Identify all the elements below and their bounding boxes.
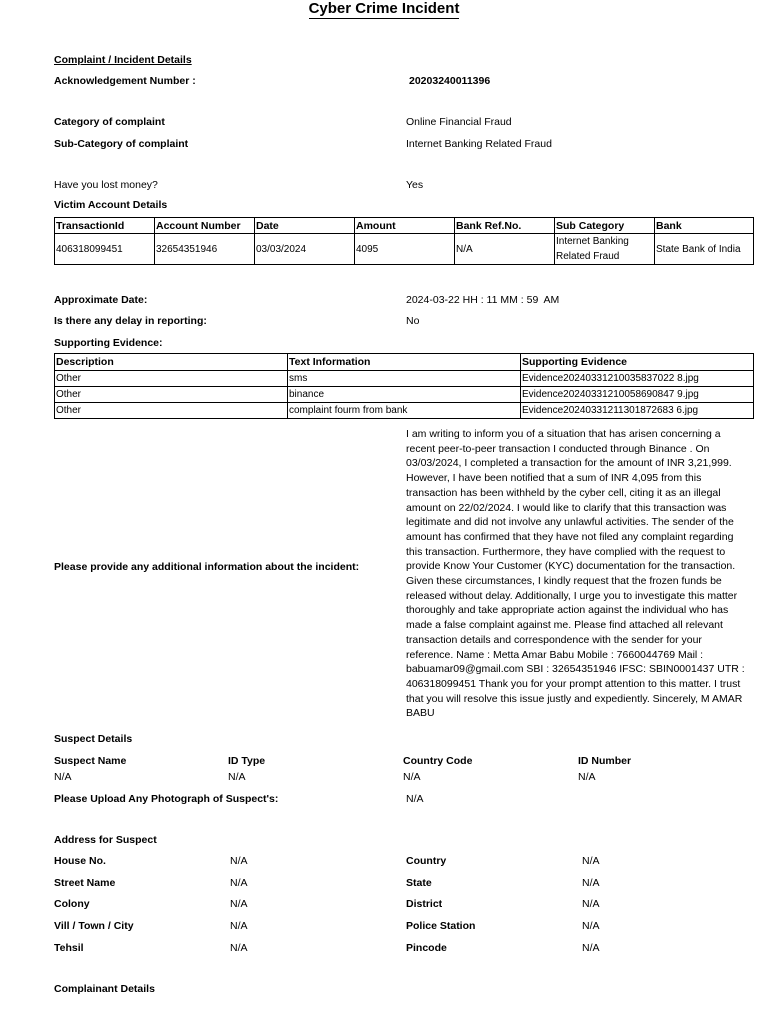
table-cell: 406318099451 — [55, 234, 155, 265]
id-number-label: ID Number — [578, 755, 632, 767]
table-row — [55, 403, 754, 419]
tehsil-label: Tehsil — [54, 942, 84, 954]
column-header: Bank Ref.No. — [455, 218, 555, 234]
subcategory-value: Internet Banking Related Fraud — [406, 138, 552, 150]
approx-date-label: Approximate Date: — [54, 294, 148, 306]
table-cell: Other — [55, 371, 288, 387]
table-cell: Other — [55, 387, 288, 403]
table-row — [55, 387, 754, 403]
table-row — [55, 371, 754, 387]
lost-money-value: Yes — [406, 179, 424, 191]
table-cell: sms — [288, 371, 521, 387]
supporting-evidence-heading: Supporting Evidence: — [54, 337, 163, 349]
table-cell: N/A — [455, 234, 555, 265]
street-name-label: Street Name — [54, 877, 116, 889]
country-code-value: N/A — [403, 771, 421, 783]
state-label: State — [406, 877, 432, 889]
suspect-details-heading: Suspect Details — [54, 733, 133, 745]
suspect-photo-label: Please Upload Any Photograph of Suspect's: — [54, 793, 279, 805]
pincode-value: N/A — [582, 942, 600, 954]
street-name-value: N/A — [230, 877, 248, 889]
tehsil-value: N/A — [230, 942, 248, 954]
country-value: N/A — [582, 855, 600, 867]
suspect-address-heading: Address for Suspect — [54, 834, 157, 846]
page-title: Cyber Crime Incident — [308, 0, 460, 17]
house-no-label: House No. — [54, 855, 106, 867]
table-cell: 4095 — [355, 234, 455, 265]
delay-value: No — [406, 315, 420, 327]
column-header: Amount — [355, 218, 455, 234]
evidence-file-link[interactable]: Evidence20240331211301872683 6.jpg — [521, 403, 754, 419]
district-label: District — [406, 898, 443, 910]
column-header: Text Information — [288, 354, 521, 371]
table-cell: Other — [55, 403, 288, 419]
victim-account-heading: Victim Account Details — [54, 199, 168, 211]
suspect-name-label: Suspect Name — [54, 755, 127, 767]
column-header: Description — [55, 354, 288, 371]
pincode-label: Pincode — [406, 942, 447, 954]
table-cell: 03/03/2024 — [255, 234, 355, 265]
city-label: Vill / Town / City — [54, 920, 134, 932]
house-no-value: N/A — [230, 855, 248, 867]
state-value: N/A — [582, 877, 600, 889]
police-station-label: Police Station — [406, 920, 476, 932]
ack-number-value: 20203240011396 — [409, 75, 491, 87]
table-row — [55, 234, 754, 265]
column-header: Sub Category — [555, 218, 655, 234]
table-header-row — [55, 354, 754, 371]
victim-account-table — [54, 217, 754, 265]
colony-value: N/A — [230, 898, 248, 910]
additional-info-text: I am writing to inform you of a situation that has arisen concerning a recent peer-to-peer transaction I conducted through Binance . On 03/03/2024, I completed a transaction for the amount of INR 3,21,999. However, I have been notified that a sum of INR 4,095 from this transaction has been withheld by the cyber cell, citing it as an illegal amount on 22/02/2024. I would like to clarify that this transaction was legitimate and did not involve any unlawful activities. The sender of the amount has confirmed that they have not filed any complaint regarding this transaction. Furthermore, they have complied with the request to provide Know Your Customer (KYC) documentation for the transaction. Given these circumstances, I kindly request that the frozen funds be released without delay. Additionally, I urge you to investigate this matter thoroughly and take appropriate action against the individual who has made a false complaint against me. Please find attached all relevant transaction details and correspondence with the sender for your reference. Name : Metta Amar Babu Mobile : 7660044769 Mail : babuamar09@gmail.com SBI : 32654351946 IFSC: SBIN0001437 UTR : 406318099451 Thank you for your prompt attention to this matter. I trust that you will resolve this issue justly and expediently. Sincerely, M AMAR BABU — [406, 428, 745, 720]
column-header: Bank — [655, 218, 754, 234]
table-cell: Internet Banking Related Fraud — [555, 234, 655, 265]
category-value: Online Financial Fraud — [406, 116, 512, 128]
column-header: Supporting Evidence — [521, 354, 754, 371]
ack-number-label: Acknowledgement Number : — [54, 75, 196, 87]
country-label: Country — [406, 855, 447, 867]
id-type-value: N/A — [228, 771, 246, 783]
lost-money-label: Have you lost money? — [54, 179, 158, 191]
table-cell: binance — [288, 387, 521, 403]
column-header: TransactionId — [55, 218, 155, 234]
police-station-value: N/A — [582, 920, 600, 932]
suspect-name-value: N/A — [54, 771, 72, 783]
table-header-row — [55, 218, 754, 234]
evidence-file-link[interactable]: Evidence20240331210035837022 8.jpg — [521, 371, 754, 387]
suspect-photo-value: N/A — [406, 793, 424, 805]
complainant-details-heading: Complainant Details — [54, 983, 155, 995]
evidence-file-link[interactable]: Evidence20240331210058690847 9.jpg — [521, 387, 754, 403]
district-value: N/A — [582, 898, 600, 910]
city-value: N/A — [230, 920, 248, 932]
country-code-label: Country Code — [403, 755, 473, 767]
id-number-value: N/A — [578, 771, 596, 783]
colony-label: Colony — [54, 898, 90, 910]
complaint-section-heading: Complaint / Incident Details — [54, 54, 192, 66]
subcategory-label: Sub-Category of complaint — [54, 138, 189, 150]
column-header: Account Number — [155, 218, 255, 234]
table-cell: complaint fourm from bank — [288, 403, 521, 419]
table-cell: State Bank of India — [655, 234, 754, 265]
evidence-table — [54, 353, 754, 419]
category-label: Category of complaint — [54, 116, 165, 128]
table-cell: 32654351946 — [155, 234, 255, 265]
id-type-label: ID Type — [228, 755, 266, 767]
column-header: Date — [255, 218, 355, 234]
delay-label: Is there any delay in reporting: — [54, 315, 207, 327]
additional-info-label: Please provide any additional information about the incident: — [54, 561, 360, 573]
approx-date-value: 2024-03-22 HH : 11 MM : 59 AM — [406, 294, 560, 306]
